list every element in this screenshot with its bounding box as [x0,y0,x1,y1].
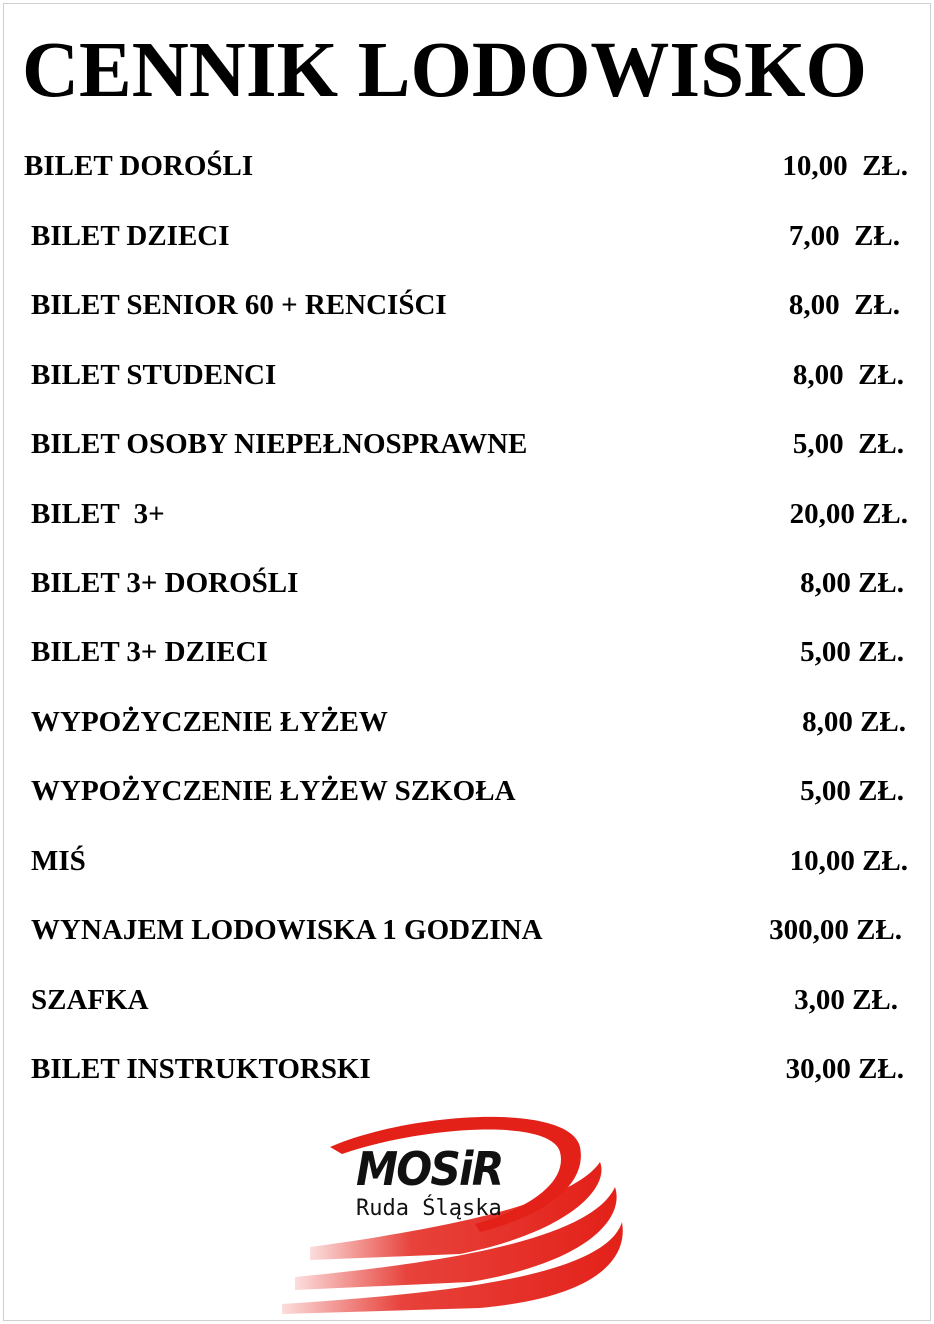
item-name: WYPOŻYCZENIE ŁYŻEW [31,706,388,738]
item-price: 5,00 ZŁ. [800,775,904,807]
price-row [0,494,934,534]
price-row [0,285,934,325]
logo-brand-text: MOSiR [356,1142,503,1196]
item-price: 5,00 ZŁ. [792,428,904,460]
item-name: BILET 3+ DZIECI [31,636,268,668]
item-name: BILET DZIECI [31,220,230,252]
item-name: BILET STUDENCI [31,359,277,391]
item-price: 8,00 ZŁ. [800,567,904,599]
item-name: BILET DOROŚLI [24,150,254,182]
item-name: BILET INSTRUKTORSKI [31,1053,371,1085]
item-price: 300,00 ZŁ. [769,914,902,946]
price-row [0,424,934,464]
logo-city-text: Ruda Śląska [356,1196,502,1221]
price-row [0,910,934,950]
price-row [0,841,934,881]
item-name: WYPOŻYCZENIE ŁYŻEW SZKOŁA [31,775,516,807]
page-title: CENNIK LODOWISKO [22,27,868,114]
item-name: BILET 3+ DOROŚLI [31,567,299,599]
item-price: 5,00 ZŁ. [800,636,904,668]
price-row [0,771,934,811]
item-price: 10,00 ZŁ. [789,845,908,877]
price-row [0,563,934,603]
item-name: BILET SENIOR 60 + RENCIŚCI [31,289,447,321]
price-row [0,980,934,1020]
item-name: BILET 3+ [31,498,165,530]
item-price: 8,00 ZŁ. [802,706,906,738]
item-name: WYNAJEM LODOWISKA 1 GODZINA [31,914,543,946]
item-price: 8,00 ZŁ. [792,359,904,391]
mosir-logo [270,1092,630,1322]
item-name: SZAFKA [31,984,149,1016]
price-row [0,1049,934,1089]
price-row [0,632,934,672]
item-price: 20,00 ZŁ. [789,498,908,530]
item-name: BILET OSOBY NIEPEŁNOSPRAWNE [31,428,528,460]
price-row [0,355,934,395]
price-row [0,216,934,256]
item-price: 30,00 ZŁ. [785,1053,904,1085]
item-price: 8,00 ZŁ. [788,289,900,321]
item-price: 10,00 ZŁ. [782,150,908,182]
item-name: MIŚ [31,845,86,877]
item-price: 3,00 ZŁ. [794,984,898,1016]
item-price: 7,00 ZŁ. [788,220,900,252]
price-row [0,146,934,186]
price-row [0,702,934,742]
